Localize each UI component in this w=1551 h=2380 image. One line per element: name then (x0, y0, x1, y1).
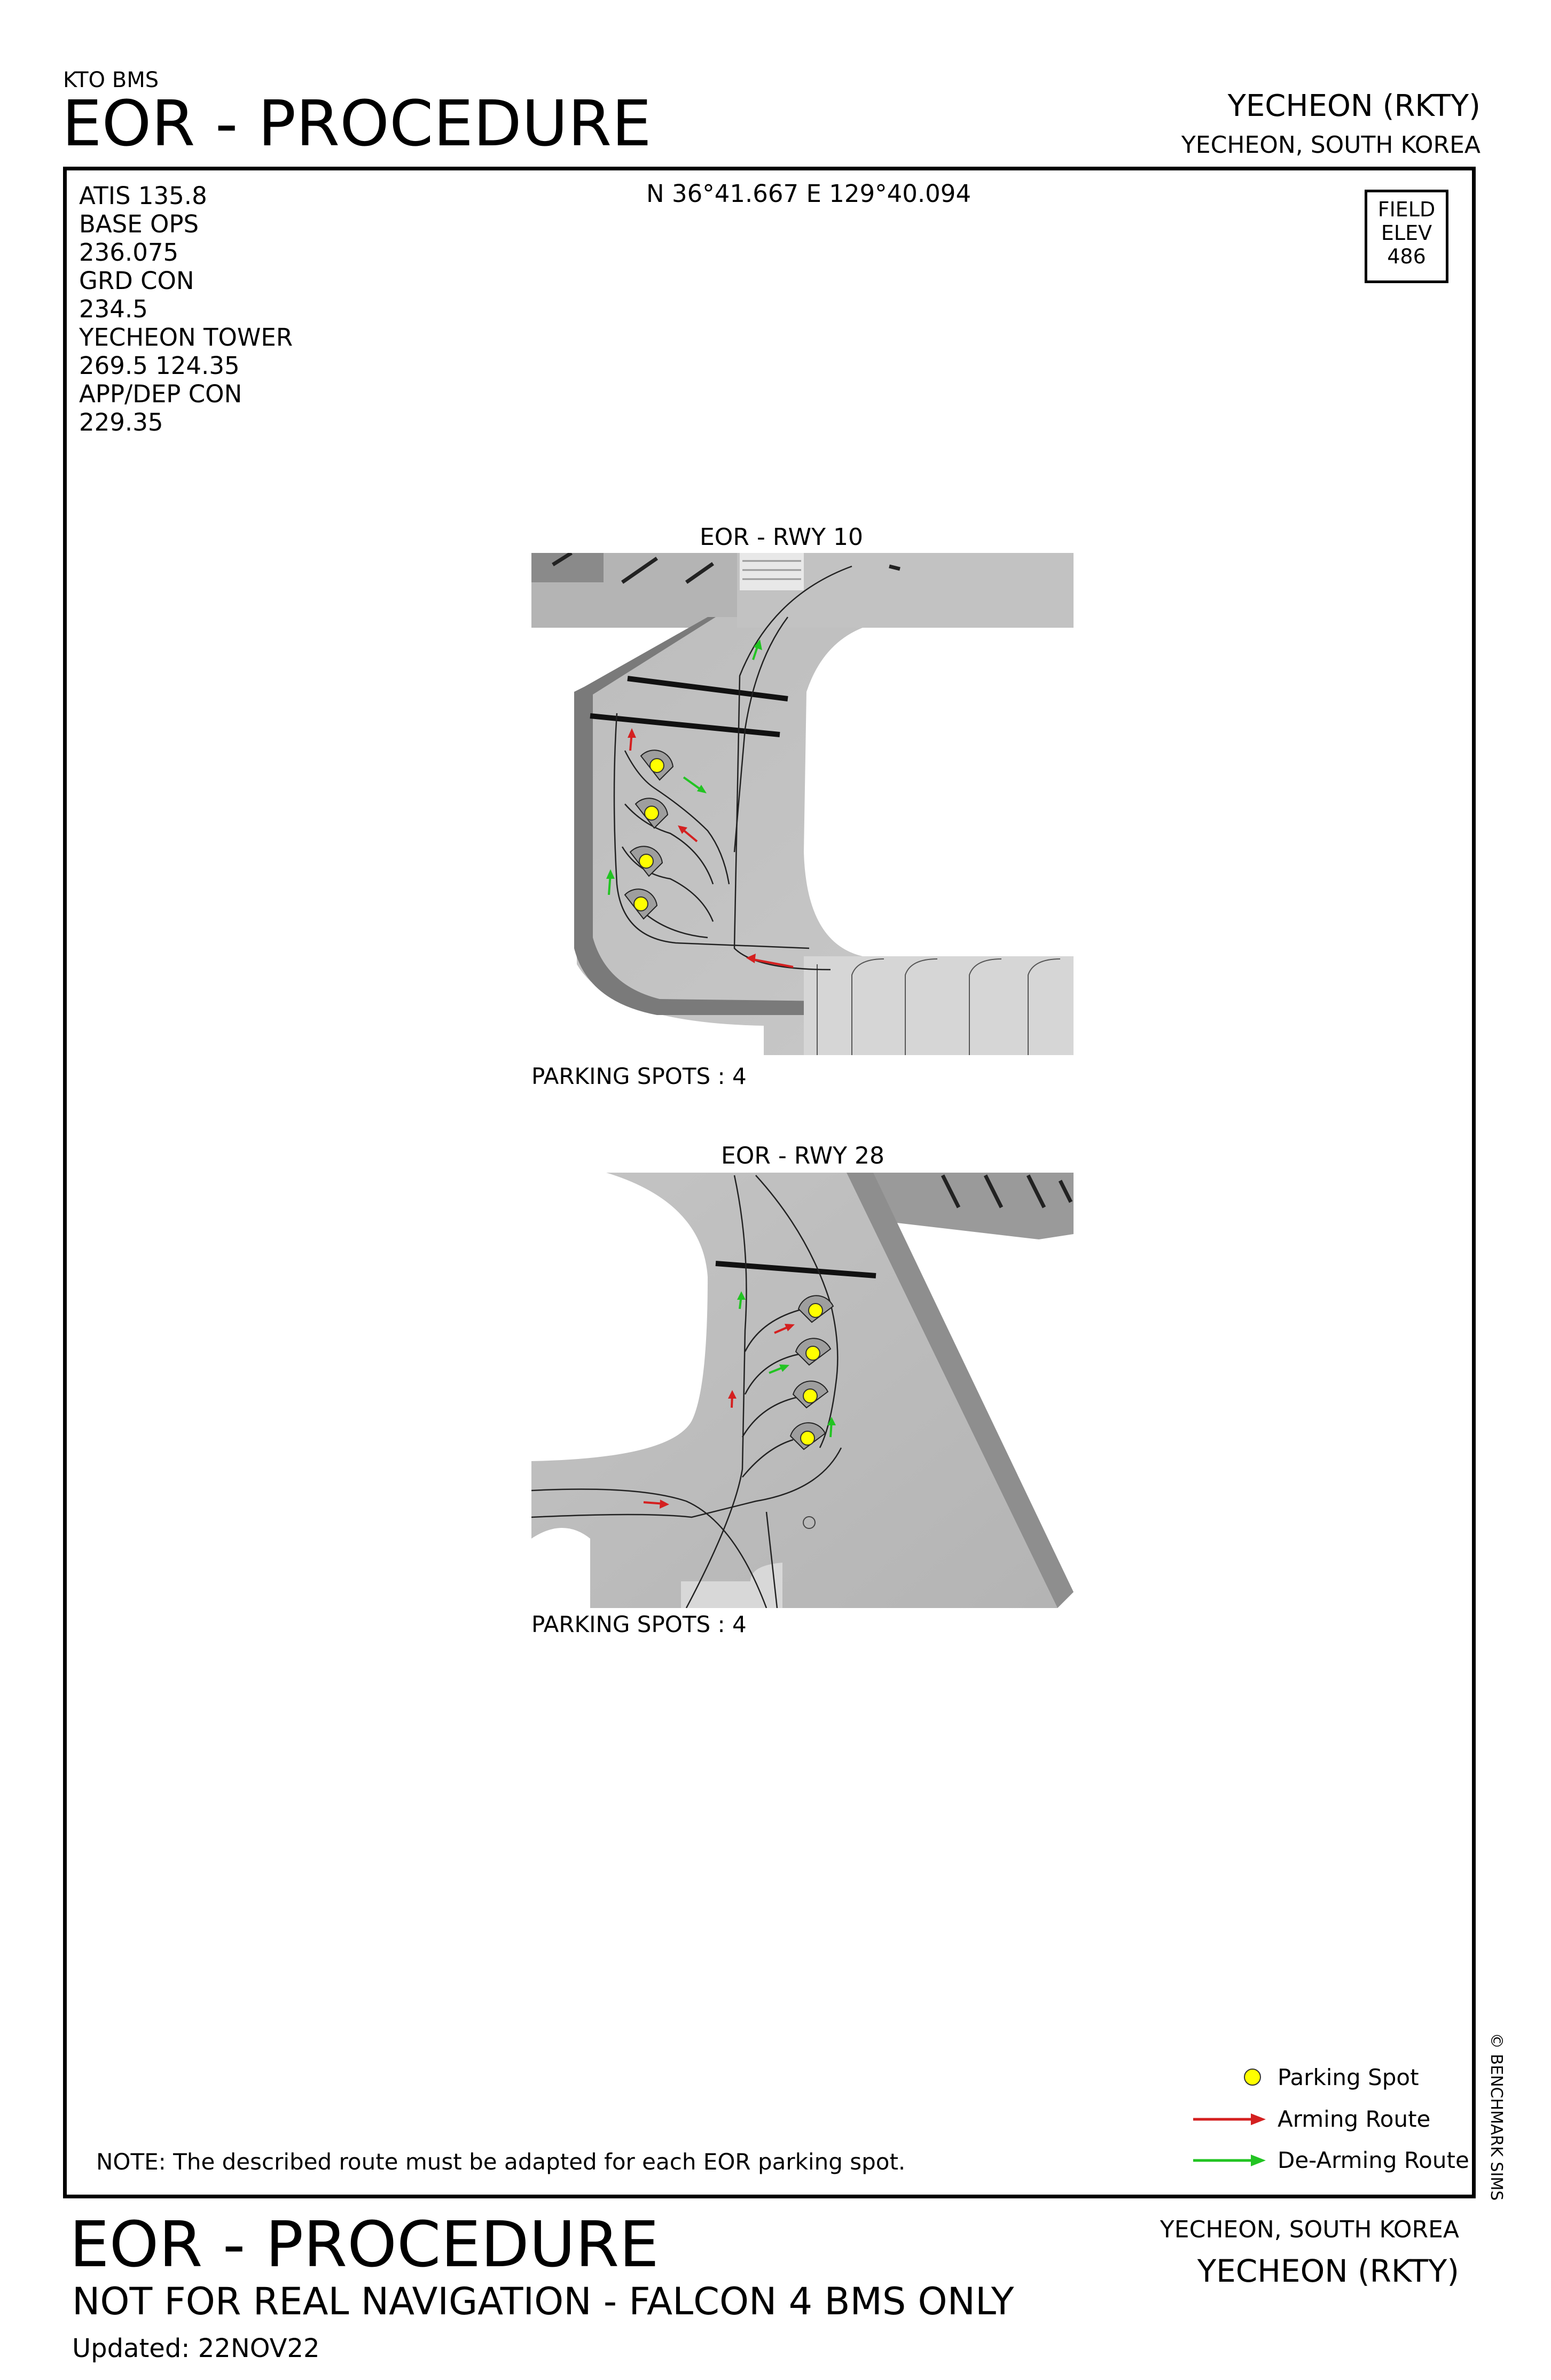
diagram-title-rwy28: EOR - RWY 28 (721, 1142, 885, 1169)
parking-spot (639, 854, 653, 868)
parking-spot (801, 1431, 814, 1445)
copyright-notice: © BENCHMARK SIMS (1487, 2033, 1506, 2201)
threshold-bars (740, 553, 804, 590)
frequency-line: 229.35 (79, 408, 163, 436)
eor-diagram-rwy10 (531, 553, 1074, 1055)
parking-spot (645, 806, 659, 820)
parking-spots-count-rwy10: PARKING SPOTS : 4 (531, 1063, 747, 1089)
eor-diagram-rwy28 (531, 1170, 1074, 1608)
cutout (531, 1528, 590, 1608)
footer-disclaimer: NOT FOR REAL NAVIGATION - FALCON 4 BMS ONLY (72, 2280, 1014, 2323)
parking-spot (634, 897, 648, 911)
footer-location: YECHEON, SOUTH KOREA (1160, 2216, 1459, 2243)
frequency-line: 236.075 (79, 238, 179, 267)
field-elevation-box (1365, 190, 1448, 283)
parking-spot (803, 1389, 817, 1403)
airport-location: YECHEON, SOUTH KOREA (1181, 131, 1480, 159)
publisher-label: KTO BMS (63, 68, 159, 92)
parking-spot (809, 1304, 822, 1317)
dearming-route-icon (1251, 2155, 1266, 2166)
frequency-line: BASE OPS (79, 210, 199, 238)
frequency-line: APP/DEP CON (79, 380, 242, 408)
parking-spot (806, 1346, 820, 1360)
field-elevation-value: 486 (1387, 245, 1426, 268)
diagram-title-rwy10: EOR - RWY 10 (700, 524, 864, 551)
procedure-note: NOTE: The described route must be adapted for each EOR parking spot. (96, 2149, 906, 2175)
legend-arming-route: Arming Route (1278, 2106, 1431, 2132)
taxiway (804, 956, 1074, 1055)
legend-parking-spot: Parking Spot (1278, 2064, 1419, 2090)
airport-coordinates: N 36°41.667 E 129°40.094 (646, 180, 972, 208)
arming-route-icon (1251, 2113, 1266, 2125)
frequency-line: 269.5 124.35 (79, 352, 240, 380)
page-title: EOR - PROCEDURE (62, 87, 652, 160)
frequency-line: ATIS 135.8 (79, 182, 207, 210)
parking-spots-count-rwy28: PARKING SPOTS : 4 (531, 1611, 747, 1637)
parking-spot-icon (1244, 2069, 1260, 2085)
frequency-line: YECHEON TOWER (79, 323, 293, 352)
field-elevation-label: FIELD (1377, 198, 1436, 221)
airport-name: YECHEON (RKTY) (1227, 89, 1480, 123)
legend-icons (1191, 2069, 1271, 2175)
footer-airport: YECHEON (RKTY) (1197, 2253, 1459, 2289)
field-elevation-label: ELEV (1381, 221, 1432, 245)
footer-updated: Updated: 22NOV22 (72, 2334, 320, 2363)
frequency-line: GRD CON (79, 267, 194, 295)
frequency-line: 234.5 (79, 295, 148, 323)
parking-spot (650, 759, 664, 772)
legend-dearming-route: De-Arming Route (1278, 2147, 1469, 2173)
frequency-list (79, 182, 293, 436)
footer-title: EOR - PROCEDURE (69, 2207, 659, 2281)
